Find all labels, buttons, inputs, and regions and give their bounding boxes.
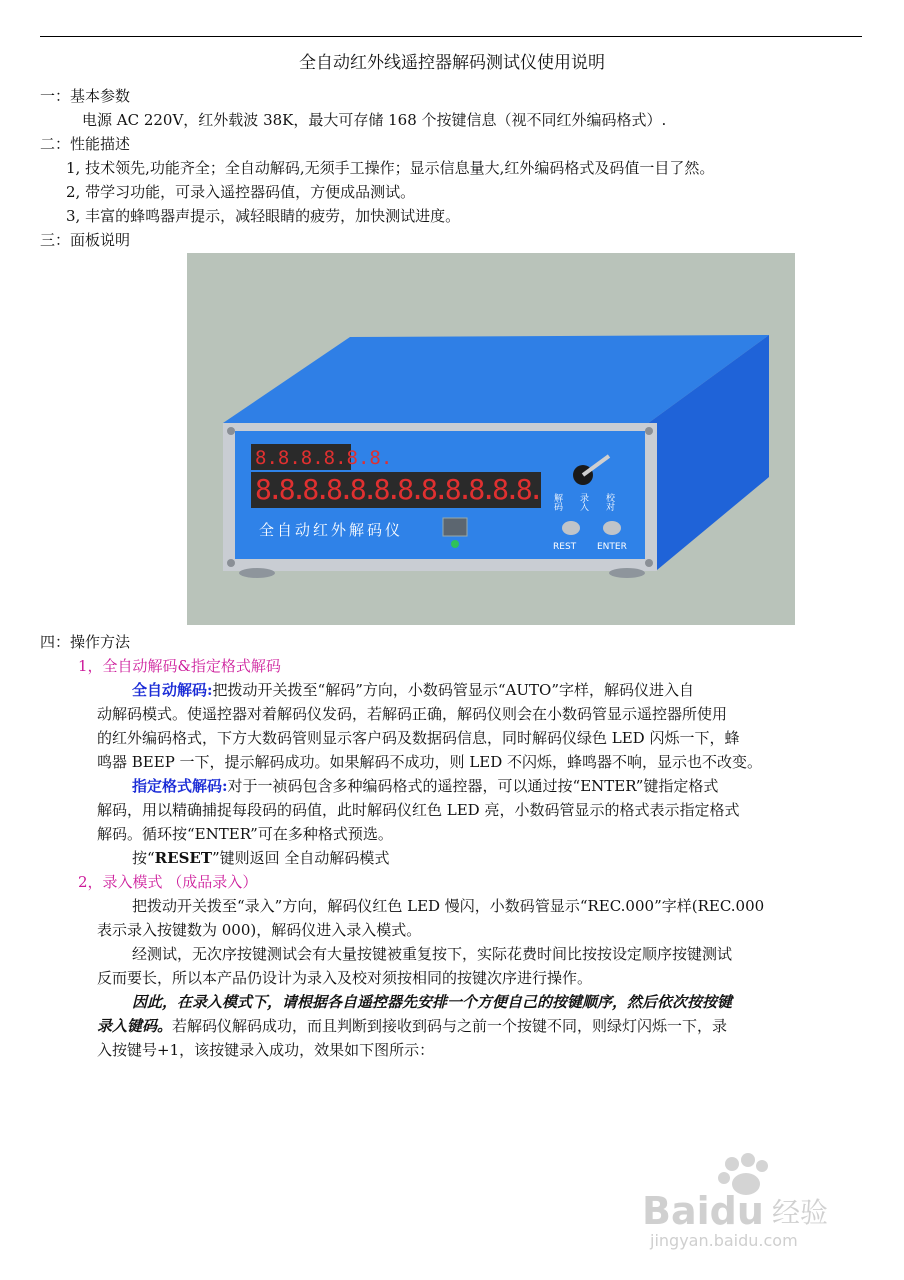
auto-decode-label: 全自动解码: xyxy=(132,681,213,699)
feature-line-2: 2, 带学习功能，可录入遥控器码值，方便成品测试。 xyxy=(66,183,416,201)
top-rule xyxy=(40,36,862,37)
watermark-url: jingyan.baidu.com xyxy=(650,1231,798,1250)
green-led xyxy=(451,540,459,548)
switch-label-check: 校对 xyxy=(604,493,614,511)
section-heading-2: 二：性能描述 xyxy=(40,135,131,153)
subheading-2: 2，录入模式 （成品录入） xyxy=(78,873,258,891)
auto-decode-line-4: 鸣器 BEEP 一下，提示解码成功。如果解码不成功，则 LED 不闪烁，蜂鸣器不响，显示也不改变。 xyxy=(97,753,763,771)
large-display-digits: 8.8.8.8.8.8.8.8.8.8.8.8. xyxy=(255,473,540,506)
feature-line-3: 3, 丰富的蜂鸣器声提示，减轻眼睛的疲劳，加快测试进度。 xyxy=(66,207,461,225)
reset-button xyxy=(562,521,580,535)
record-line-2: 表示录入按键数为 000)，解码仪进入录入模式。 xyxy=(97,921,422,939)
reset-label: REST xyxy=(553,542,577,552)
auto-decode-line-2: 动解码模式。使遥控器对着解码仪发码，若解码正确，解码仪则会在小数码管显示遥控器所使用 xyxy=(97,705,728,723)
section-heading-4: 四：操作方法 xyxy=(40,633,131,651)
enter-button xyxy=(603,521,621,535)
panel-label: 全自动红外解码仪 xyxy=(259,521,404,539)
format-decode-label: 指定格式解码: xyxy=(132,777,228,795)
small-display-digits: 8.8.8.8.8.8. xyxy=(255,447,393,469)
auto-decode-line-3: 的红外编码格式，下方大数码管则显示客户码及数据码信息，同时解码仪绿色 LED 闪烁一下，蜂 xyxy=(97,729,740,747)
subheading-1: 1，全自动解码&指定格式解码 xyxy=(78,657,281,675)
record-line-5: 录入键码。若解码仪解码成功，而且判断到接收到码与之前一个按键不同，则绿灯闪烁一下，录 xyxy=(97,1017,728,1035)
feature-line-1: 1, 技术领先,功能齐全；全自动解码,无须手工操作；显示信息量大,红外编码格式及码值一目了然。 xyxy=(66,159,715,177)
reset-note: 按“RESET”键则返回 全自动解码模式 xyxy=(132,849,390,867)
switch-label-record: 录入 xyxy=(578,493,588,511)
spec-line: 电源 AC 220V，红外载波 38K，最大可存储 168 个按键信息（视不同红外编码格式）. xyxy=(82,111,667,129)
ir-receiver-window xyxy=(443,518,467,536)
record-line-6: 入按键号+1，该按键录入成功，效果如下图所示： xyxy=(97,1041,435,1059)
record-line-1: 把拨动开关拨至“录入”方向，解码仪红色 LED 慢闪，小数码管显示“REC.000”字样(REC.000 xyxy=(132,897,765,915)
section-heading-1: 一：基本参数 xyxy=(40,87,131,105)
device-photo xyxy=(187,253,795,625)
device-illustration xyxy=(187,253,795,625)
record-line-4: 反而要长，所以本产品仍设计为录入及校对须按相同的按键次序进行操作。 xyxy=(97,969,593,987)
record-emphasis-1: 因此，在录入模式下，请根据各自遥控器先安排一个方便自己的按键顺序，然后依次按按键 xyxy=(132,993,733,1011)
section-heading-3: 三：面板说明 xyxy=(40,231,131,249)
auto-decode-line-1: 全自动解码:把拨动开关拨至“解码”方向，小数码管显示“AUTO”字样，解码仪进入自 xyxy=(132,681,694,699)
record-line-3: 经测试，无次序按键测试会有大量按键被重复按下，实际花费时间比按按设定顺序按键测试 xyxy=(132,945,733,963)
switch-label-decode: 解码 xyxy=(552,493,562,511)
baidu-jingyan-watermark xyxy=(640,1150,870,1250)
enter-label: ENTER xyxy=(597,542,627,552)
format-decode-line-1: 指定格式解码:对于一祯码包含多种编码格式的遥控器，可以通过按“ENTER”键指定格式 xyxy=(132,777,719,795)
page-title: 全自动红外线遥控器解码测试仪使用说明 xyxy=(299,53,605,73)
watermark-cn: 经验 xyxy=(772,1196,829,1229)
watermark-brand: Baidu xyxy=(642,1189,764,1233)
format-decode-line-2: 解码，用以精确捕捉每段码的码值，此时解码仪红色 LED 亮，小数码管显示的格式表示指定格式 xyxy=(97,801,740,819)
format-decode-line-3: 解码。循环按“ENTER”可在多种格式预选。 xyxy=(97,825,393,843)
